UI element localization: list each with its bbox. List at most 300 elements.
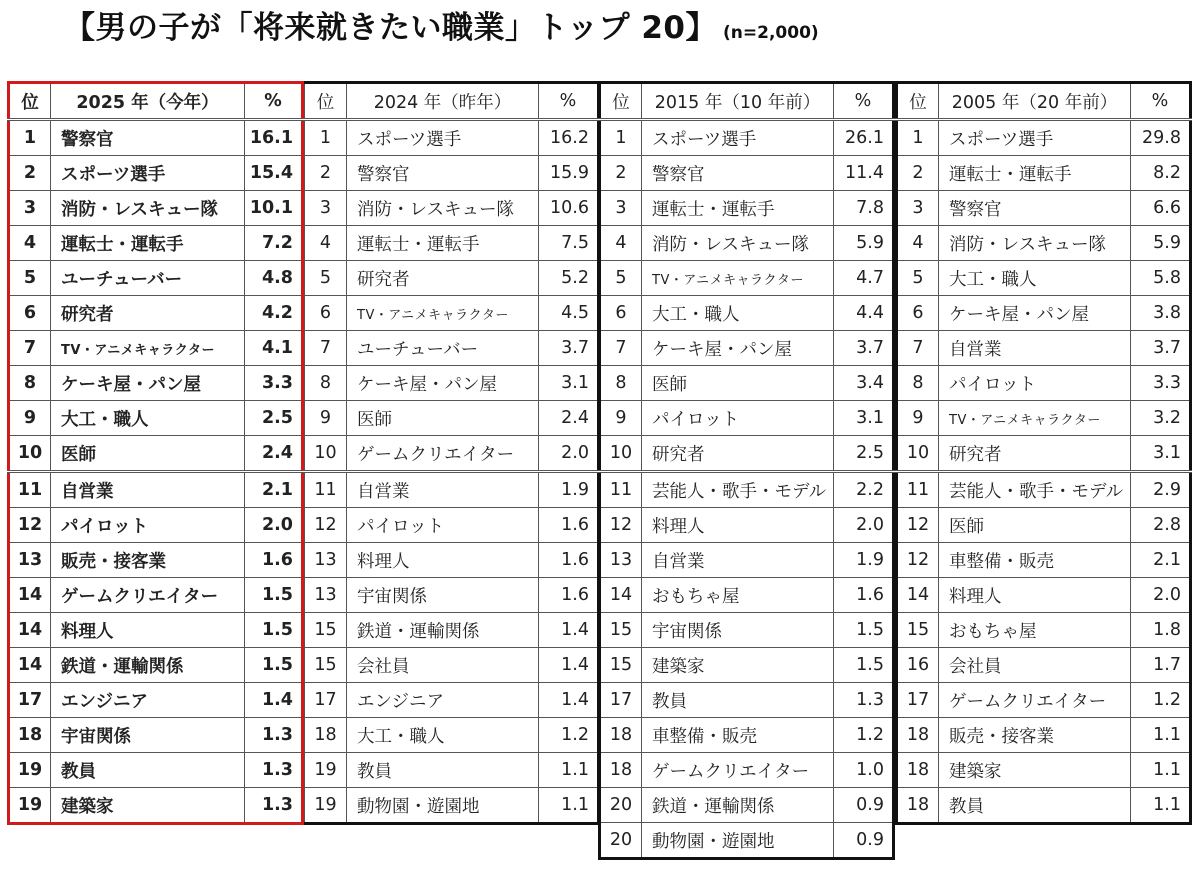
rank-cell: 8 — [600, 366, 642, 401]
table-row — [9, 648, 303, 683]
rank-cell: 3 — [600, 191, 642, 226]
rank-cell: 15 — [600, 648, 642, 683]
table-row — [9, 508, 303, 543]
rank-header: 位 — [305, 83, 347, 120]
rank-cell: 6 — [305, 296, 347, 331]
table-row — [305, 226, 599, 261]
percent-cell: 1.9 — [539, 472, 599, 508]
job-cell: スポーツ選手 — [939, 120, 1131, 156]
table-header-row — [305, 83, 599, 120]
rank-cell: 5 — [305, 261, 347, 296]
rank-cell: 8 — [9, 366, 51, 401]
rank-cell: 2 — [305, 156, 347, 191]
table-body — [305, 120, 599, 824]
job-cell: 販売・接客業 — [939, 718, 1131, 753]
rank-cell: 9 — [897, 401, 939, 436]
percent-cell: 2.5 — [245, 401, 303, 436]
job-cell: 運転士・運転手 — [51, 226, 245, 261]
table-row — [9, 226, 303, 261]
job-cell: ゲームクリエイター — [347, 436, 539, 472]
rank-cell: 13 — [9, 543, 51, 578]
job-cell: 鉄道・運輸関係 — [642, 788, 834, 823]
job-cell: 鉄道・運輸関係 — [347, 613, 539, 648]
rank-cell: 3 — [897, 191, 939, 226]
job-cell: ケーキ屋・パン屋 — [51, 366, 245, 401]
table-row — [897, 683, 1191, 718]
job-cell: パイロット — [347, 508, 539, 543]
table-row — [897, 578, 1191, 613]
rank-cell: 12 — [897, 508, 939, 543]
table-row — [897, 472, 1191, 508]
percent-cell: 3.7 — [539, 331, 599, 366]
job-cell: 芸能人・歌手・モデル — [939, 472, 1131, 508]
job-cell: 教員 — [347, 753, 539, 788]
percent-cell: 16.1 — [245, 120, 303, 156]
percent-cell: 3.7 — [1131, 331, 1191, 366]
percent-cell: 4.7 — [834, 261, 894, 296]
rank-cell: 2 — [897, 156, 939, 191]
job-cell: 医師 — [51, 436, 245, 472]
percent-cell: 1.7 — [1131, 648, 1191, 683]
table-row — [897, 648, 1191, 683]
rank-cell: 14 — [9, 578, 51, 613]
table-row — [897, 366, 1191, 401]
percent-cell: 1.4 — [539, 613, 599, 648]
table-row — [897, 401, 1191, 436]
table-row — [897, 331, 1191, 366]
job-cell: 動物園・遊園地 — [642, 823, 834, 859]
job-cell: 料理人 — [347, 543, 539, 578]
job-cell: 宇宙関係 — [51, 718, 245, 753]
table-body — [600, 120, 894, 859]
table-body — [9, 120, 303, 824]
job-cell: 建築家 — [51, 788, 245, 824]
year-header: 2025 年（今年） — [51, 83, 245, 120]
rank-cell: 15 — [600, 613, 642, 648]
job-cell: 消防・レスキュー隊 — [642, 226, 834, 261]
job-cell: TV・アニメキャラクター — [51, 331, 245, 366]
year-header: 2005 年（20 年前） — [939, 83, 1131, 120]
percent-cell: 2.0 — [539, 436, 599, 472]
table-row — [305, 436, 599, 472]
rank-cell: 7 — [600, 331, 642, 366]
table-row — [600, 296, 894, 331]
table-row — [897, 191, 1191, 226]
job-cell: 教員 — [642, 683, 834, 718]
rank-cell: 4 — [897, 226, 939, 261]
job-cell: パイロット — [51, 508, 245, 543]
percent-cell: 1.2 — [1131, 683, 1191, 718]
rank-cell: 5 — [600, 261, 642, 296]
percent-cell: 1.9 — [834, 543, 894, 578]
table-row — [897, 261, 1191, 296]
percent-cell: 2.0 — [245, 508, 303, 543]
table-row — [9, 366, 303, 401]
table-row — [305, 156, 599, 191]
table-row — [9, 543, 303, 578]
table-row — [600, 718, 894, 753]
rank-cell: 18 — [600, 753, 642, 788]
job-cell: 消防・レスキュー隊 — [347, 191, 539, 226]
table-row — [600, 366, 894, 401]
percent-cell: 1.4 — [539, 683, 599, 718]
table-row — [305, 366, 599, 401]
table-row — [600, 823, 894, 859]
rank-cell: 7 — [897, 331, 939, 366]
job-cell: 車整備・販売 — [939, 543, 1131, 578]
table-row — [9, 613, 303, 648]
table-row — [305, 613, 599, 648]
job-cell: 警察官 — [347, 156, 539, 191]
percent-cell: 3.3 — [245, 366, 303, 401]
job-cell: 会社員 — [939, 648, 1131, 683]
percent-cell: 1.3 — [245, 718, 303, 753]
job-cell: 大工・職人 — [939, 261, 1131, 296]
table-row — [9, 718, 303, 753]
job-cell: 研究者 — [347, 261, 539, 296]
sample-size-note: (n=2,000) — [723, 23, 819, 43]
rank-cell: 6 — [600, 296, 642, 331]
job-cell: TV・アニメキャラクター — [939, 401, 1131, 436]
rank-cell: 11 — [305, 472, 347, 508]
job-cell: ユーチューバー — [51, 261, 245, 296]
rank-cell: 4 — [305, 226, 347, 261]
table-row — [305, 788, 599, 824]
table-row — [600, 578, 894, 613]
job-cell: 料理人 — [939, 578, 1131, 613]
rank-cell: 9 — [600, 401, 642, 436]
rank-cell: 9 — [9, 401, 51, 436]
percent-cell: 16.2 — [539, 120, 599, 156]
rank-cell: 18 — [897, 753, 939, 788]
rank-cell: 1 — [600, 120, 642, 156]
rank-cell: 18 — [305, 718, 347, 753]
ranking-table-2015 — [598, 81, 895, 860]
percent-cell: 5.8 — [1131, 261, 1191, 296]
rank-cell: 3 — [9, 191, 51, 226]
percent-cell: 4.4 — [834, 296, 894, 331]
table-row — [9, 156, 303, 191]
ranking-table-2025 — [7, 81, 304, 825]
rank-cell: 15 — [897, 613, 939, 648]
table-row — [305, 683, 599, 718]
ranking-table-2024 — [304, 81, 600, 825]
job-cell: エンジニア — [51, 683, 245, 718]
rank-cell: 1 — [9, 120, 51, 156]
rank-cell: 18 — [9, 718, 51, 753]
rank-cell: 14 — [600, 578, 642, 613]
table-row — [305, 472, 599, 508]
rank-cell: 17 — [897, 683, 939, 718]
table-row — [9, 683, 303, 718]
table-row — [305, 543, 599, 578]
job-cell: ケーキ屋・パン屋 — [642, 331, 834, 366]
job-cell: 宇宙関係 — [642, 613, 834, 648]
rank-cell: 17 — [600, 683, 642, 718]
rank-header: 位 — [897, 83, 939, 120]
rank-cell: 1 — [897, 120, 939, 156]
rank-cell: 2 — [9, 156, 51, 191]
rank-cell: 16 — [897, 648, 939, 683]
rank-cell: 18 — [600, 718, 642, 753]
rank-cell: 18 — [897, 718, 939, 753]
rank-cell: 10 — [9, 436, 51, 472]
table-row — [897, 436, 1191, 472]
percent-cell: 0.9 — [834, 788, 894, 823]
percent-cell: 4.8 — [245, 261, 303, 296]
table-row — [600, 261, 894, 296]
percent-cell: 26.1 — [834, 120, 894, 156]
rank-cell: 1 — [305, 120, 347, 156]
job-cell: 自営業 — [51, 472, 245, 508]
percent-cell: 2.4 — [539, 401, 599, 436]
job-cell: 料理人 — [642, 508, 834, 543]
job-cell: 医師 — [347, 401, 539, 436]
rank-cell: 18 — [897, 788, 939, 824]
table-row — [897, 156, 1191, 191]
percent-cell: 2.0 — [834, 508, 894, 543]
percent-cell: 6.6 — [1131, 191, 1191, 226]
table-row — [305, 331, 599, 366]
table-row — [600, 543, 894, 578]
percent-cell: 1.3 — [834, 683, 894, 718]
percent-cell: 2.1 — [1131, 543, 1191, 578]
table-body — [897, 120, 1191, 824]
percent-cell: 29.8 — [1131, 120, 1191, 156]
table-row — [9, 296, 303, 331]
table-header-row — [9, 83, 303, 120]
rank-cell: 9 — [305, 401, 347, 436]
percent-cell: 5.9 — [834, 226, 894, 261]
percent-cell: 3.1 — [1131, 436, 1191, 472]
rank-cell: 3 — [305, 191, 347, 226]
job-cell: 警察官 — [642, 156, 834, 191]
rank-cell: 5 — [897, 261, 939, 296]
rank-cell: 11 — [9, 472, 51, 508]
rank-cell: 19 — [305, 788, 347, 824]
rank-cell: 8 — [897, 366, 939, 401]
year-header: 2024 年（昨年） — [347, 83, 539, 120]
job-cell: 医師 — [939, 508, 1131, 543]
percent-header: % — [1131, 83, 1191, 120]
rank-cell: 12 — [9, 508, 51, 543]
table-header-row — [600, 83, 894, 120]
job-cell: 大工・職人 — [347, 718, 539, 753]
percent-cell: 1.1 — [1131, 788, 1191, 824]
job-cell: 研究者 — [939, 436, 1131, 472]
table-row — [600, 508, 894, 543]
percent-cell: 3.3 — [1131, 366, 1191, 401]
table-row — [9, 753, 303, 788]
rank-cell: 12 — [305, 508, 347, 543]
table-row — [897, 753, 1191, 788]
percent-cell: 2.8 — [1131, 508, 1191, 543]
job-cell: スポーツ選手 — [51, 156, 245, 191]
job-cell: 料理人 — [51, 613, 245, 648]
percent-cell: 8.2 — [1131, 156, 1191, 191]
rank-cell: 13 — [600, 543, 642, 578]
percent-cell: 4.2 — [245, 296, 303, 331]
title-row — [64, 2, 819, 60]
percent-cell: 10.1 — [245, 191, 303, 226]
rank-cell: 13 — [305, 543, 347, 578]
rank-cell: 12 — [600, 508, 642, 543]
table-row — [305, 261, 599, 296]
job-cell: ケーキ屋・パン屋 — [939, 296, 1131, 331]
percent-cell: 2.5 — [834, 436, 894, 472]
rank-cell: 4 — [600, 226, 642, 261]
rank-cell: 17 — [9, 683, 51, 718]
percent-cell: 1.0 — [834, 753, 894, 788]
rank-cell: 10 — [305, 436, 347, 472]
percent-cell: 10.6 — [539, 191, 599, 226]
job-cell: 建築家 — [939, 753, 1131, 788]
percent-header: % — [539, 83, 599, 120]
table-row — [600, 788, 894, 823]
job-cell: スポーツ選手 — [642, 120, 834, 156]
percent-cell: 1.3 — [245, 753, 303, 788]
rank-cell: 19 — [9, 753, 51, 788]
rank-cell: 7 — [305, 331, 347, 366]
percent-cell: 1.5 — [245, 613, 303, 648]
rank-header: 位 — [9, 83, 51, 120]
rank-cell: 6 — [9, 296, 51, 331]
table-row — [9, 191, 303, 226]
rank-cell: 20 — [600, 788, 642, 823]
percent-cell: 0.9 — [834, 823, 894, 859]
percent-cell: 3.2 — [1131, 401, 1191, 436]
percent-cell: 1.1 — [1131, 753, 1191, 788]
table-row — [897, 788, 1191, 824]
job-cell: 鉄道・運輸関係 — [51, 648, 245, 683]
job-cell: 自営業 — [939, 331, 1131, 366]
job-cell: 大工・職人 — [642, 296, 834, 331]
percent-cell: 1.6 — [539, 508, 599, 543]
percent-cell: 7.5 — [539, 226, 599, 261]
table-row — [600, 753, 894, 788]
percent-cell: 1.5 — [834, 613, 894, 648]
percent-cell: 1.8 — [1131, 613, 1191, 648]
percent-cell: 1.1 — [539, 788, 599, 824]
percent-header: % — [245, 83, 303, 120]
table-row — [600, 226, 894, 261]
rank-cell: 19 — [305, 753, 347, 788]
percent-cell: 11.4 — [834, 156, 894, 191]
percent-cell: 15.4 — [245, 156, 303, 191]
rank-cell: 11 — [897, 472, 939, 508]
job-cell: TV・アニメキャラクター — [347, 296, 539, 331]
percent-cell: 2.2 — [834, 472, 894, 508]
percent-cell: 4.1 — [245, 331, 303, 366]
job-cell: おもちゃ屋 — [642, 578, 834, 613]
job-cell: 教員 — [51, 753, 245, 788]
table-row — [305, 296, 599, 331]
rank-cell: 8 — [305, 366, 347, 401]
table-row — [897, 120, 1191, 156]
rank-header: 位 — [600, 83, 642, 120]
job-cell: 警察官 — [51, 120, 245, 156]
table-row — [897, 226, 1191, 261]
job-cell: エンジニア — [347, 683, 539, 718]
percent-cell: 7.2 — [245, 226, 303, 261]
job-cell: 医師 — [642, 366, 834, 401]
table-row — [600, 401, 894, 436]
percent-cell: 2.1 — [245, 472, 303, 508]
percent-cell: 1.4 — [245, 683, 303, 718]
percent-cell: 15.9 — [539, 156, 599, 191]
percent-cell: 1.6 — [245, 543, 303, 578]
job-cell: ゲームクリエイター — [51, 578, 245, 613]
percent-cell: 3.1 — [834, 401, 894, 436]
percent-cell: 1.5 — [834, 648, 894, 683]
job-cell: TV・アニメキャラクター — [642, 261, 834, 296]
table-row — [9, 472, 303, 508]
rank-cell: 20 — [600, 823, 642, 859]
rank-cell: 14 — [9, 613, 51, 648]
job-cell: 消防・レスキュー隊 — [939, 226, 1131, 261]
rank-cell: 13 — [305, 578, 347, 613]
table-row — [600, 156, 894, 191]
table-row — [305, 508, 599, 543]
job-cell: パイロット — [642, 401, 834, 436]
job-cell: 自営業 — [642, 543, 834, 578]
percent-cell: 3.1 — [539, 366, 599, 401]
rank-cell: 2 — [600, 156, 642, 191]
job-cell: 大工・職人 — [51, 401, 245, 436]
job-cell: スポーツ選手 — [347, 120, 539, 156]
table-row — [600, 648, 894, 683]
percent-cell: 1.6 — [539, 543, 599, 578]
table-row — [897, 543, 1191, 578]
table-row — [9, 578, 303, 613]
table-row — [305, 648, 599, 683]
table-row — [897, 508, 1191, 543]
rank-cell: 14 — [897, 578, 939, 613]
job-cell: 研究者 — [642, 436, 834, 472]
job-cell: 建築家 — [642, 648, 834, 683]
table-header-row — [897, 83, 1191, 120]
job-cell: 車整備・販売 — [642, 718, 834, 753]
percent-cell: 2.9 — [1131, 472, 1191, 508]
job-cell: パイロット — [939, 366, 1131, 401]
page-title: 【男の子が「将来就きたい職業」トップ 20】 — [64, 10, 718, 46]
table-row — [305, 718, 599, 753]
percent-cell: 1.2 — [539, 718, 599, 753]
percent-cell: 1.1 — [539, 753, 599, 788]
rank-cell: 6 — [897, 296, 939, 331]
table-row — [305, 753, 599, 788]
job-cell: 販売・接客業 — [51, 543, 245, 578]
job-cell: 芸能人・歌手・モデル — [642, 472, 834, 508]
job-cell: 自営業 — [347, 472, 539, 508]
job-cell: ユーチューバー — [347, 331, 539, 366]
job-cell: 動物園・遊園地 — [347, 788, 539, 824]
table-row — [600, 120, 894, 156]
year-header: 2015 年（10 年前） — [642, 83, 834, 120]
job-cell: 消防・レスキュー隊 — [51, 191, 245, 226]
percent-cell: 1.6 — [834, 578, 894, 613]
percent-cell: 1.5 — [245, 578, 303, 613]
job-cell: 運転士・運転手 — [642, 191, 834, 226]
table-row — [600, 613, 894, 648]
percent-cell: 1.3 — [245, 788, 303, 824]
percent-cell: 1.6 — [539, 578, 599, 613]
percent-header: % — [834, 83, 894, 120]
percent-cell: 7.8 — [834, 191, 894, 226]
job-cell: 宇宙関係 — [347, 578, 539, 613]
table-row — [305, 120, 599, 156]
table-row — [9, 788, 303, 824]
